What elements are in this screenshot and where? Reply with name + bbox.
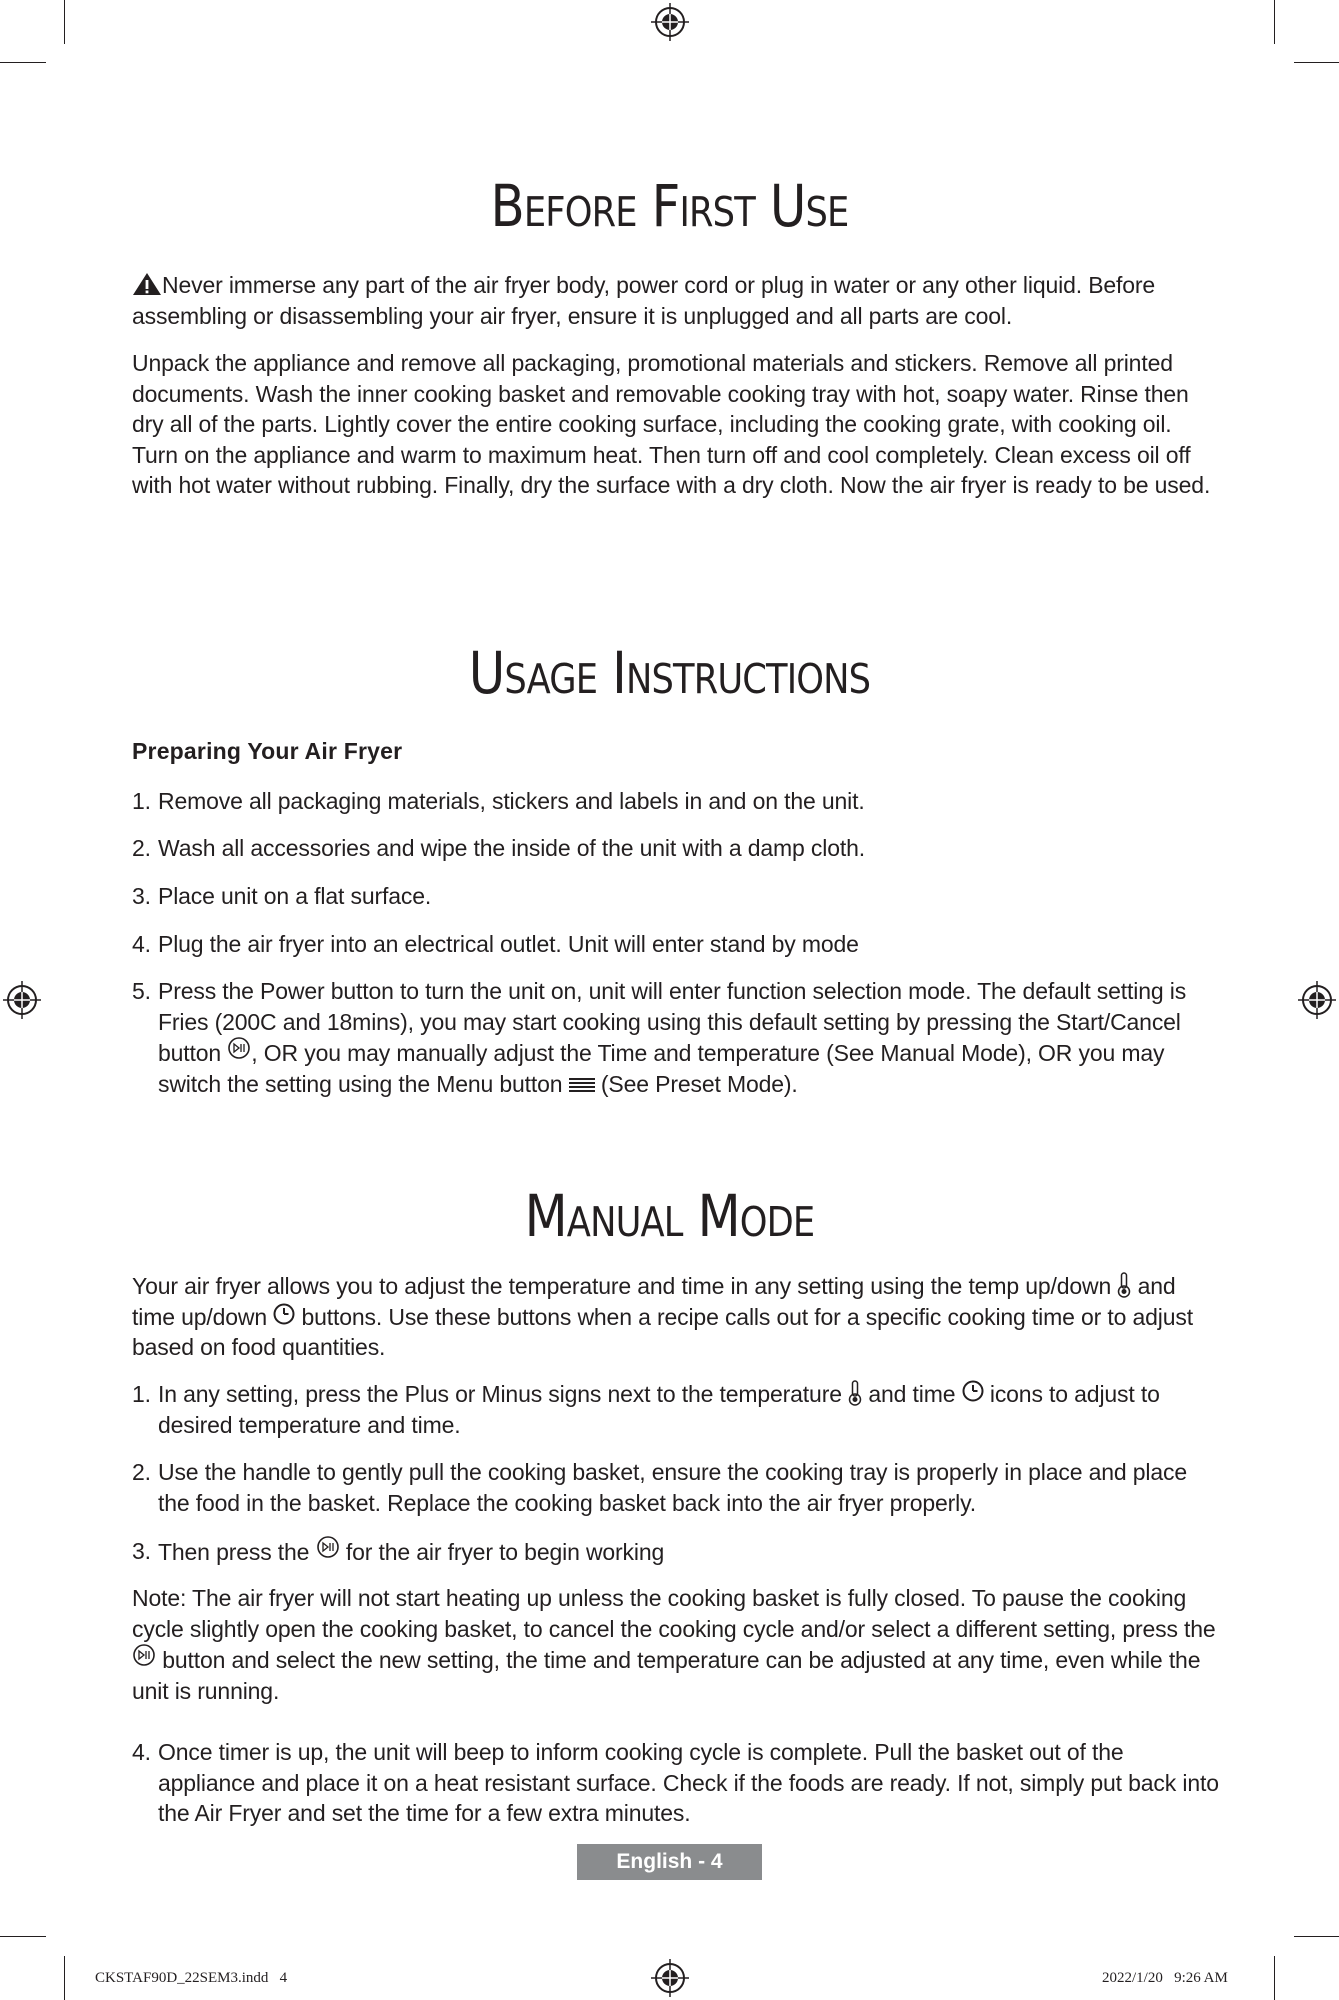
list-item [132, 1536, 1222, 1568]
before-first-use-paragraph: Unpack the appliance and remove all packaging, promotional materials and stickers. Remove all printed documents. Wash the inner cooking basket and removable cooking tray with hot, soapy water. Rinse then dry all of the parts. Lightly cover the entire cooking surface, including the cooking grate, with cooking oil. Turn on the appliance and warm to maximum heat. Then turn off and cool completely. Clean excess oil off with hot water without rubbing. Finally, dry the surface with a dry cloth. Now the air fryer is ready to be used. [132, 350, 1211, 499]
list-item [132, 929, 1222, 960]
list-number: 3. [132, 1538, 151, 1564]
manual-mode-intro [132, 1271, 1217, 1363]
registration-mark-icon [650, 2, 690, 42]
warning-triangle-icon [132, 272, 162, 296]
list-number: 4. [132, 931, 151, 957]
crop-mark [0, 1936, 46, 1937]
list-item [132, 976, 1222, 1099]
list-item [132, 881, 1222, 912]
crop-mark [64, 1956, 65, 2000]
list-text-part: for the air fryer to begin working [345, 1539, 665, 1565]
list-text: Use the handle to gently pull the cooking basket, ensure the cooking tray is properly in place and place the food in the basket. Replace the cooking basket back into the air fryer properly. [158, 1459, 1187, 1516]
list-text-part: (See Preset Mode). [600, 1070, 798, 1097]
page-number-label: English - 4 [577, 1844, 762, 1880]
crop-mark [1294, 1936, 1339, 1937]
list-text [158, 1536, 1222, 1568]
start-cancel-icon [132, 1644, 156, 1666]
list-text-part: icons to adjust to desired temperature and time. [158, 1381, 1160, 1438]
list-number: 4. [132, 1739, 151, 1765]
slug-date-info: 2022/1/20 9:26 AM [1102, 1970, 1228, 1986]
list-text-part: and time [868, 1381, 956, 1407]
list-item [132, 833, 1222, 864]
list-text: Remove all packaging materials, stickers and labels in and on the unit. [158, 788, 865, 814]
registration-mark-icon [650, 1958, 690, 1998]
list-number: 2. [132, 1459, 151, 1485]
menu-icon [569, 1077, 595, 1093]
list-text-part: Press the Power button to turn the unit on, unit will enter function selection mode. The default setting is Fries (200C and 18mins), you may start cooking using this default setting by pressing the Start/Cancel button [158, 978, 1187, 1067]
list-text-part: In any setting, press the Plus or Minus signs next to the temperature [158, 1381, 842, 1407]
clock-icon [273, 1303, 295, 1325]
crop-mark [0, 62, 46, 63]
list-text: Once timer is up, the unit will beep to inform cooking cycle is complete. Pull the basket out of the appliance and place it on a heat resistant surface. Check if the foods are ready. If not, simply put back into the Air Fryer and set the time for a few extra minutes. [158, 1739, 1219, 1827]
section-title-before-first-use: Before First Use [490, 172, 849, 240]
registration-mark-icon [1297, 980, 1337, 1020]
list-number: 1. [132, 1381, 151, 1407]
warning-text: Never immerse any part of the air fryer body, power cord or plug in water or any other liquid. Before assembling or disassembling your air fryer, ensure it is unplugged and all parts are cool. [132, 272, 1156, 329]
list-text [158, 976, 1222, 1099]
start-cancel-icon [227, 1037, 251, 1059]
crop-mark [1274, 0, 1275, 44]
clock-icon [962, 1380, 984, 1402]
intro-text-part: buttons. Use these buttons when a recipe calls out for a specific cooking time or to adjust based on food quantities. [132, 1303, 1194, 1361]
list-text-part: Then press the [158, 1539, 310, 1565]
crop-mark [64, 0, 65, 44]
thermometer-icon [848, 1380, 862, 1406]
list-item [132, 1457, 1222, 1518]
list-item [132, 786, 1222, 817]
section-title-usage-instructions: Usage Instructions [468, 639, 871, 707]
list-text [158, 1379, 1222, 1440]
list-number: 5. [132, 978, 151, 1004]
section-title-manual-mode: Manual Mode [524, 1182, 815, 1250]
list-number: 1. [132, 788, 151, 814]
crop-mark [1294, 62, 1339, 63]
crop-mark [1274, 1956, 1275, 2000]
list-number: 2. [132, 835, 151, 861]
list-text: Wash all accessories and wipe the inside of the unit with a damp cloth. [158, 835, 865, 861]
intro-text-part: and time up/down [132, 1273, 1176, 1330]
note-text-part: Note: The air fryer will not start heating up unless the cooking basket is fully closed. To pause the cooking cycle slightly open the cooking basket, to cancel the cooking cycle and/or select a different setting, press the [132, 1585, 1216, 1642]
list-item [132, 1379, 1222, 1440]
subheading-preparing: Preparing Your Air Fryer [132, 738, 403, 764]
list-text: Plug the air fryer into an electrical outlet. Unit will enter stand by mode [158, 931, 859, 957]
registration-mark-icon [2, 980, 42, 1020]
list-text-part: , OR you may manually adjust the Time and temperature (See Manual Mode), OR you may switch the setting using the Menu button [158, 1040, 1165, 1097]
start-cancel-icon [316, 1536, 340, 1558]
slug-file-info: CKSTAF90D_22SEM3.indd 4 [95, 1970, 288, 1986]
list-number: 3. [132, 883, 151, 909]
intro-text-part: Your air fryer allows you to adjust the temperature and time in any setting using the temp up/down [132, 1273, 1112, 1299]
thermometer-icon [1117, 1272, 1131, 1298]
warning-paragraph [132, 270, 1212, 331]
note-text-part: button and select the new setting, the time and temperature can be adjusted at any time, even while the unit is running. [132, 1647, 1201, 1704]
list-item [132, 1737, 1222, 1829]
list-text: Place unit on a flat surface. [158, 883, 432, 909]
manual-mode-note [132, 1583, 1217, 1706]
